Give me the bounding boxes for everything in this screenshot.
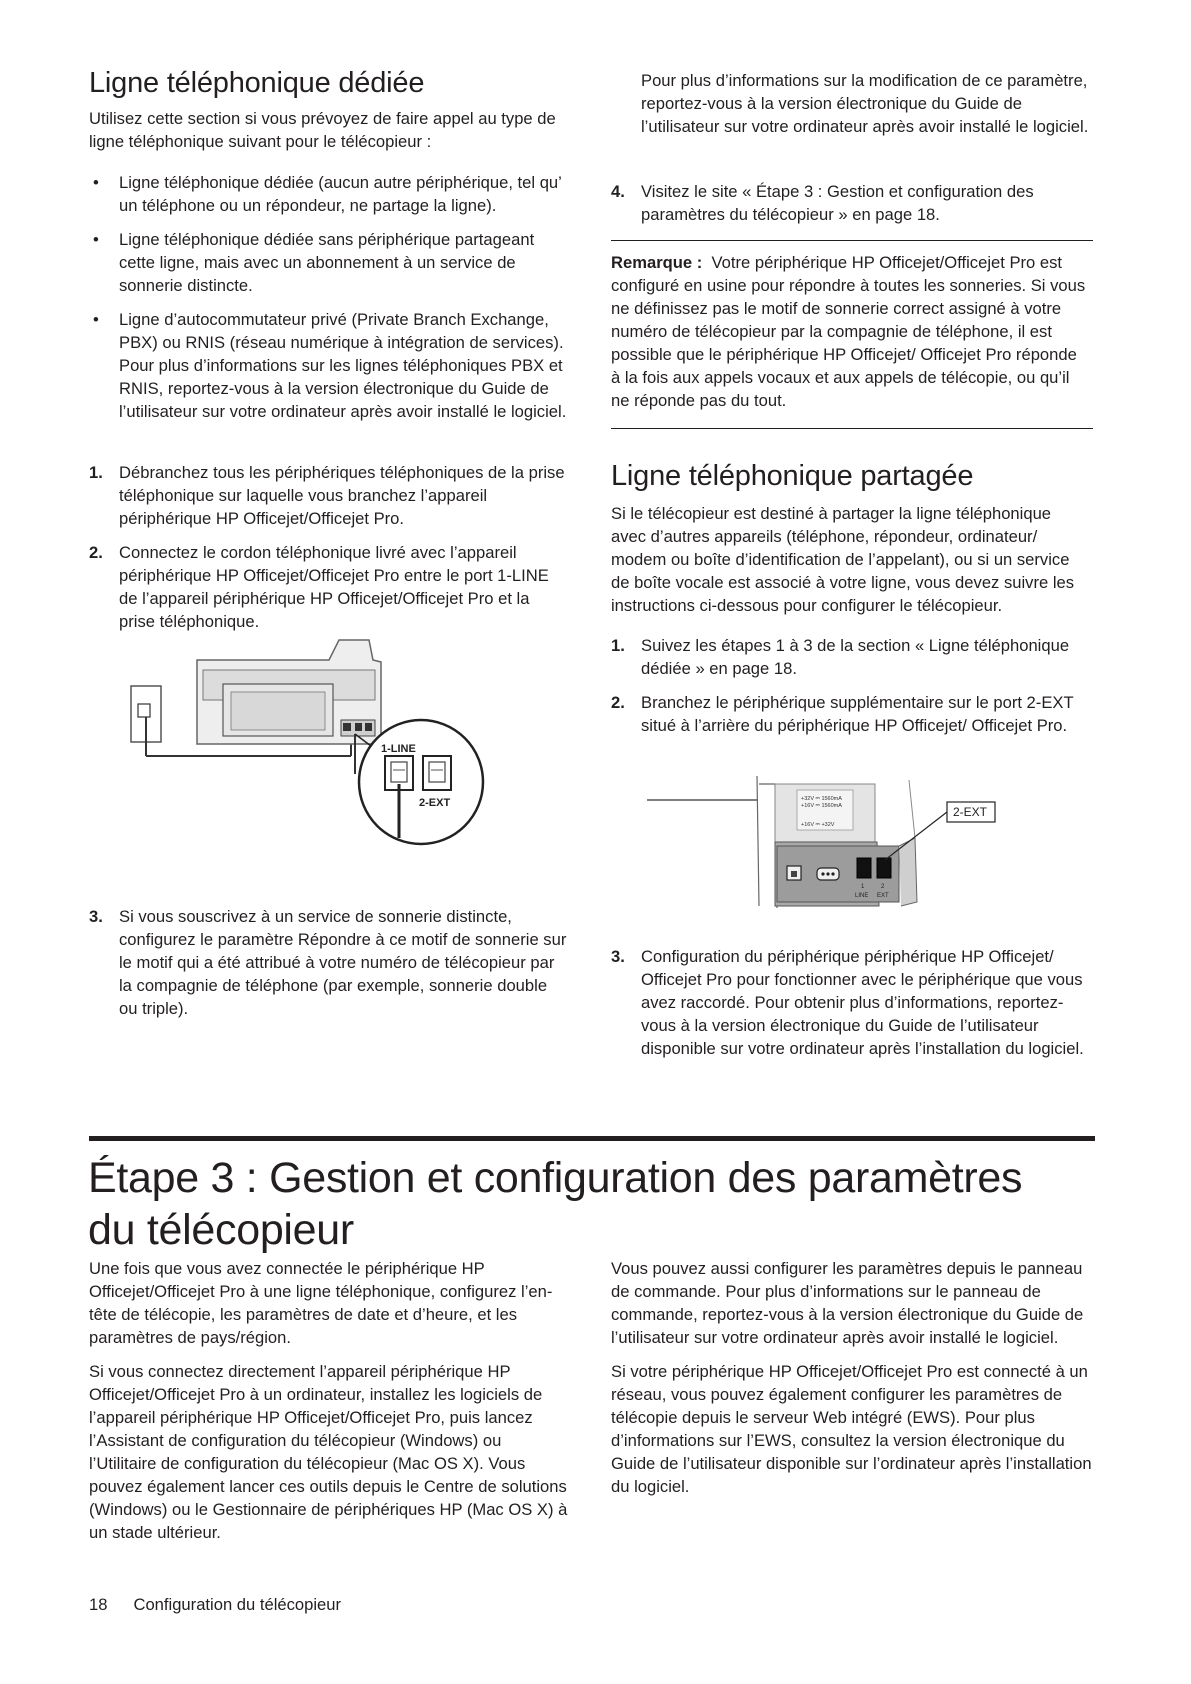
shared-steps-list <box>611 634 1089 748</box>
step-number: 3. <box>89 907 103 926</box>
main-section-title-line1: Étape 3 : Gestion et configuration des paramètres <box>88 1154 1023 1202</box>
section-right-paragraph-2: Si votre périphérique HP Officejet/Officejet Pro est connecté à un réseau, vous pouvez également configurer les paramètres de télécopie depuis le serveur Web intégré (EWS). Pour plus d’informations sur l’EWS, consultez la version électronique du Guide de l’utilisateur disponible sur l’ordinateur après l’installation du logiciel. <box>611 1362 1092 1496</box>
page-footer <box>89 1595 341 1615</box>
note-paragraph <box>611 251 1089 412</box>
step-item <box>611 945 1089 1060</box>
bullet-list <box>89 171 567 434</box>
step-text: Configuration du périphérique périphérique HP Officejet/ Officejet Pro pour fonctionner avec le périphérique que vous avez raccordé. Pour obtenir plus d’informations, reportez-vous à la version électronique du Guide de l’utilisateur disponible sur votre ordinateur après l’installation du logiciel. <box>641 947 1084 1058</box>
rating-label-2: +16V ⎓ 1560mA <box>801 803 842 809</box>
printer-wall-jack-illustration <box>119 634 539 894</box>
step-text: Connectez le cordon téléphonique livré avec l’appareil périphérique HP Officejet/Officejet Pro entre le port 1-LINE de l’appareil périphérique HP Officejet/Officejet Pro et la prise téléphonique. <box>119 543 549 631</box>
section-left-paragraph-2: Si vous connectez directement l’appareil périphérique HP Officejet/Officejet Pro à un ordinateur, installez les logiciels de l’appareil périphérique HP Officejet/Officejet Pro, puis lancez l’Assistant de configuration du télécopieur (Windows) ou l’Utilitaire de configuration du télécopieur (Mac OS X). Vous pouvez également lancer ces outils depuis le Centre de solutions (Windows) ou le Gestionnaire de périphériques HP (Mac OS X) à un stade ultérieur. <box>89 1362 568 1542</box>
step-text: Si vous souscrivez à un service de sonnerie distincte, configurez le paramètre Répondre à ce motif de sonnerie sur le motif qui a été attribué à votre numéro de télécopieur par la compagnie de téléphone (par exemple, sonnerie double ou triple). <box>119 907 567 1018</box>
step-item <box>611 180 1089 226</box>
port-label-1line: 1-LINE <box>381 743 416 755</box>
step-number: 1. <box>89 463 103 482</box>
port-zoom-circle <box>359 720 483 844</box>
main-section-title <box>88 1152 1088 1256</box>
port-number-1: 1 <box>861 884 865 890</box>
main-section-title-line2: du télécopieur <box>88 1206 354 1254</box>
step-item <box>611 634 1089 680</box>
footer-title: Configuration du télécopieur <box>133 1595 342 1614</box>
intro-paragraph: Utilisez cette section si vous prévoyez de faire appel au type de ligne téléphonique suivant pour le télécopieur : <box>89 109 556 151</box>
section-right-column <box>611 1257 1095 1498</box>
rating-label-1: +32V ⎓ 1560mA <box>801 796 842 802</box>
step-text: Débranchez tous les périphériques téléphoniques de la prise téléphonique sur laquelle vous branchez l’appareil périphérique HP Officejet/Officejet Pro. <box>119 463 565 528</box>
rating-label-3: +16V ⎓ +32V <box>801 822 835 828</box>
bullet-marker: • <box>93 230 99 249</box>
shared-intro-paragraph: Si le télécopieur est destiné à partager la ligne téléphonique avec d’autres appareils (téléphone, répondeur, ordinateur/ modem ou boîte d’identification de l’appelant), ou si un service de boîte vocale est associé à votre ligne, vous devez suivre les instructions ci-dessous pour configurer le télécopieur. <box>611 504 1075 615</box>
bullet-marker: • <box>93 310 99 329</box>
section-title-shared-line: Ligne téléphonique partagée <box>611 460 974 492</box>
list-item <box>89 171 567 217</box>
line-port <box>857 858 871 878</box>
ext-port <box>877 858 891 878</box>
callout-2ext-label: 2-EXT <box>953 805 988 819</box>
step-item <box>89 541 567 633</box>
section-right-paragraph-1: Vous pouvez aussi configurer les paramètres depuis le panneau de commande. Pour plus d’informations sur le panneau de commande, reportez-vous à la version électronique du Guide de l’utilisateur sur votre ordinateur après avoir installé le logiciel. <box>611 1259 1084 1347</box>
list-item-text: Ligne téléphonique dédiée (aucun autre périphérique, tel qu’ un téléphone ou un répondeur, ne partage la ligne). <box>119 173 562 215</box>
step-number: 3. <box>611 947 625 966</box>
note-bottom-rule <box>611 428 1093 429</box>
port-text-line: LINE <box>855 893 869 899</box>
step-number: 4. <box>611 182 625 201</box>
bullet-marker: • <box>93 173 99 192</box>
step-number: 2. <box>611 693 625 712</box>
step-number: 2. <box>89 543 103 562</box>
list-item-text: Ligne téléphonique dédiée sans périphérique partageant cette ligne, mais avec un abonnement à un service de sonnerie distincte. <box>119 230 535 295</box>
list-item-text: Ligne d’autocommutateur privé (Private Branch Exchange, PBX) ou RNIS (réseau numérique à intégration de services). Pour plus d’informations sur les lignes téléphoniques PBX et RNIS, reportez-vous à la version électronique du Guide de l’utilisateur sur votre ordinateur après avoir installé le logiciel. <box>119 310 567 421</box>
port-number-2: 2 <box>881 884 885 890</box>
step-number: 1. <box>611 636 625 655</box>
note-label: Remarque : <box>611 253 703 272</box>
section-left-paragraph-1: Une fois que vous avez connectée le périphérique HP Officejet/Officejet Pro à une ligne téléphonique, configurez l’en-tête de télécopie, les paramètres de date et d’heure, et les paramètres de pays/région. <box>89 1259 553 1347</box>
port-text-ext: EXT <box>877 893 889 899</box>
step-text: Suivez les étapes 1 à 3 de la section « Ligne téléphonique dédiée » en page 18. <box>641 636 1070 678</box>
step-item <box>89 461 567 530</box>
rear-panel-illustration <box>647 776 1057 916</box>
steps-list <box>89 461 567 644</box>
note-top-rule <box>611 240 1093 241</box>
step-item <box>611 691 1089 737</box>
list-item <box>89 228 567 297</box>
port-label-2ext: 2-EXT <box>419 797 451 809</box>
step-text: Branchez le périphérique supplémentaire sur le port 2-EXT situé à l’arrière du périphérique HP Officejet/ Officejet Pro. <box>641 693 1074 735</box>
continuation-paragraph: Pour plus d’informations sur la modification de ce paramètre, reportez-vous à la version électronique du Guide de l’utilisateur sur votre ordinateur après avoir installé le logiciel. <box>641 71 1089 136</box>
list-item <box>89 308 567 423</box>
section-title-dedicated-line: Ligne téléphonique dédiée <box>89 67 425 99</box>
step-text: Visitez le site « Étape 3 : Gestion et configuration des paramètres du télécopieur » en page 18. <box>641 182 1034 224</box>
note-text: Votre périphérique HP Officejet/Officejet Pro est configuré en usine pour répondre à toutes les sonneries. Si vous ne définissez pas le motif de sonnerie correct assigné à votre numéro de télécopieur par la compagnie de téléphone, il est possible que le périphérique HP Officejet/ Officejet Pro réponde à la fois aux appels vocaux et aux appels de télécopie, ou qu’il ne réponde pas du tout. <box>611 253 1086 410</box>
shared-steps-list-continued <box>611 945 1089 1071</box>
steps-list-step4 <box>611 180 1089 237</box>
section-left-column <box>89 1257 571 1544</box>
steps-list-continued <box>89 905 567 1031</box>
page-number: 18 <box>89 1595 108 1614</box>
step-item <box>89 905 567 1020</box>
section-divider-rule <box>89 1136 1095 1141</box>
